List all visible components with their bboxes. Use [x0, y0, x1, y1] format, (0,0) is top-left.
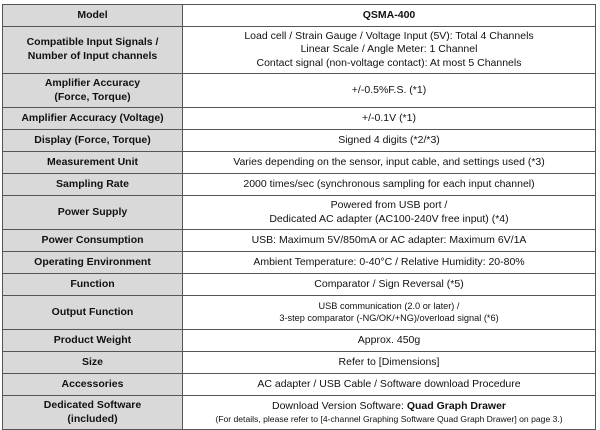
spec-value: AC adapter / USB Cable / Software download Procedure	[183, 374, 596, 396]
spec-row-operating-environment	[3, 252, 596, 274]
spec-value: Varies depending on the sensor, input cable, and settings used (*3)	[183, 152, 596, 174]
spec-label: Power Supply	[3, 196, 183, 230]
spec-value: Comparator / Sign Reversal (*5)	[183, 274, 596, 296]
spec-row-amplifier-force	[3, 74, 596, 108]
spec-row-display	[3, 130, 596, 152]
spec-value: Ambient Temperature: 0-40°C / Relative Humidity: 20-80%	[183, 252, 596, 274]
spec-label: Output Function	[3, 296, 183, 330]
spec-label: Power Consumption	[3, 230, 183, 252]
spec-row-dedicated-software	[3, 396, 596, 430]
spec-value: USB: Maximum 5V/850mA or AC adapter: Maximum 6V/1A	[183, 230, 596, 252]
spec-label: Product Weight	[3, 330, 183, 352]
spec-label: Amplifier Accuracy (Voltage)	[3, 108, 183, 130]
spec-value: QSMA-400	[183, 5, 596, 27]
spec-label: Sampling Rate	[3, 174, 183, 196]
spec-row-power-supply	[3, 196, 596, 230]
spec-row-model	[3, 5, 596, 27]
spec-value: Refer to [Dimensions]	[183, 352, 596, 374]
spec-row-size	[3, 352, 596, 374]
spec-value: Approx. 450g	[183, 330, 596, 352]
spec-value: Load cell / Strain Gauge / Voltage Input (5V): Total 4 Channels Linear Scale / Angle Meter: 1 Channel Contact signal (non-voltage contact): At most 5 Channels	[183, 27, 596, 74]
spec-label: Model	[3, 5, 183, 27]
spec-label: Amplifier Accuracy (Force, Torque)	[3, 74, 183, 108]
spec-label: Compatible Input Signals / Number of Input channels	[3, 27, 183, 74]
spec-value: +/-0.1V (*1)	[183, 108, 596, 130]
spec-row-output-function	[3, 296, 596, 330]
spec-value: USB communication (2.0 or later) / 3-step comparator (-NG/OK/+NG)/overload signal (*6)	[183, 296, 596, 330]
spec-row-function	[3, 274, 596, 296]
spec-label: Dedicated Software (included)	[3, 396, 183, 430]
spec-label: Accessories	[3, 374, 183, 396]
spec-label: Function	[3, 274, 183, 296]
spec-table	[2, 4, 596, 430]
spec-row-amplifier-voltage	[3, 108, 596, 130]
spec-value: Download Version Software: Quad Graph Drawer (For details, please refer to [4-channel Graphing Software Quad Graph Drawer] on page 3.)	[183, 396, 596, 430]
spec-row-accessories	[3, 374, 596, 396]
spec-value: +/-0.5%F.S. (*1)	[183, 74, 596, 108]
spec-row-power-consumption	[3, 230, 596, 252]
spec-value: Powered from USB port / Dedicated AC adapter (AC100-240V free input) (*4)	[183, 196, 596, 230]
spec-label: Operating Environment	[3, 252, 183, 274]
spec-label: Measurement Unit	[3, 152, 183, 174]
spec-row-product-weight	[3, 330, 596, 352]
spec-value: 2000 times/sec (synchronous sampling for each input channel)	[183, 174, 596, 196]
spec-row-input-signals	[3, 27, 596, 74]
spec-value: Signed 4 digits (*2/*3)	[183, 130, 596, 152]
spec-row-sampling-rate	[3, 174, 596, 196]
spec-row-measurement-unit	[3, 152, 596, 174]
spec-label: Display (Force, Torque)	[3, 130, 183, 152]
spec-label: Size	[3, 352, 183, 374]
